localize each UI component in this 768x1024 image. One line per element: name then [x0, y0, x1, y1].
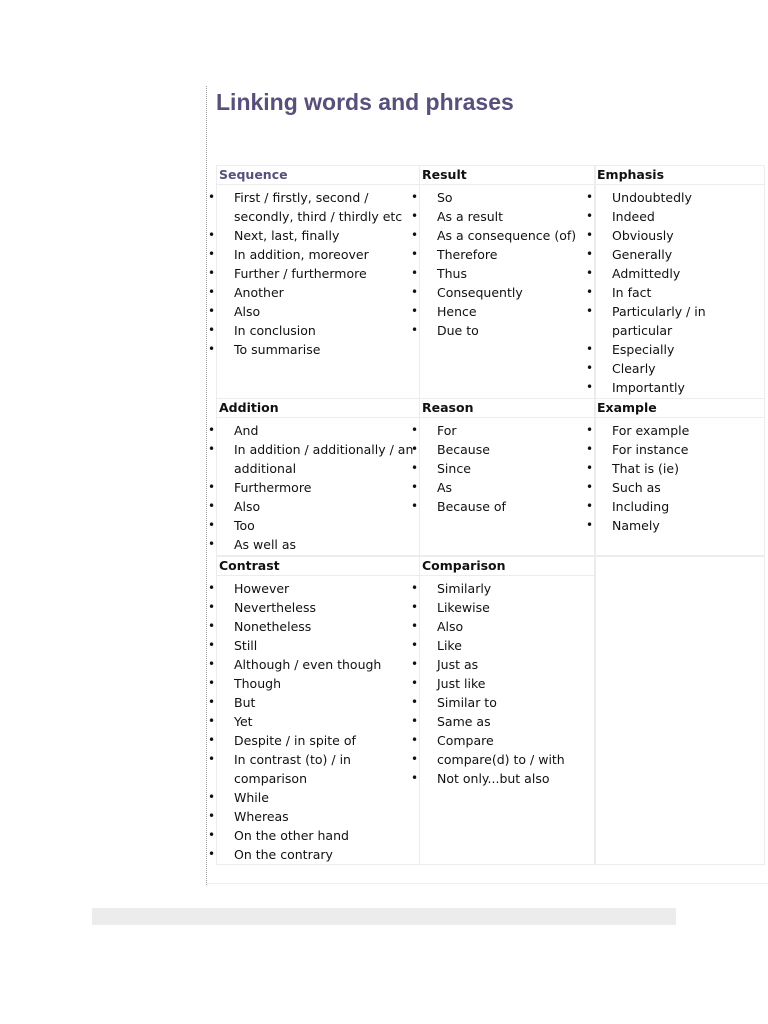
heading-divider — [594, 184, 765, 185]
section-contrast — [216, 556, 420, 865]
phrase-item: • While — [208, 788, 381, 807]
phrase-item: • Despite / in spite of — [208, 731, 381, 750]
phrase-item: • Like — [411, 636, 565, 655]
section-addition — [216, 398, 420, 556]
phrase-item: • Compare — [411, 731, 565, 750]
phrase-item: • As — [411, 478, 506, 497]
phrase-item: • Hence — [411, 302, 576, 321]
section-heading: Result — [422, 167, 467, 182]
phrase-item: • For — [411, 421, 506, 440]
phrase-item: • Same as — [411, 712, 565, 731]
phrase-item: • Similarly — [411, 579, 565, 598]
phrase-item: • As a result — [411, 207, 576, 226]
phrase-item: • In addition / additionally / an — [208, 440, 413, 459]
phrase-item: • And — [208, 421, 413, 440]
phrase-item: • Although / even though — [208, 655, 381, 674]
section-comparison — [419, 556, 596, 865]
footer-bar — [92, 908, 676, 925]
phrase-item: • Because — [411, 440, 506, 459]
phrase-item: • Importantly — [586, 378, 706, 397]
phrase-list — [411, 188, 576, 340]
phrase-item: • Whereas — [208, 807, 381, 826]
phrase-item: • Just like — [411, 674, 565, 693]
phrase-item: • For instance — [586, 440, 689, 459]
phrase-item: secondly, third / thirdly etc — [234, 209, 403, 224]
phrase-item: • Undoubtedly — [586, 188, 706, 207]
section-result — [419, 165, 596, 399]
section-heading: Sequence — [219, 167, 288, 182]
phrase-item: • Consequently — [411, 283, 576, 302]
phrase-list — [586, 188, 706, 397]
section-reason — [419, 398, 596, 556]
phrase-item: • Since — [411, 459, 506, 478]
section-heading: Reason — [422, 400, 474, 415]
phrase-item: particular — [612, 323, 673, 338]
heading-divider — [216, 575, 420, 576]
phrase-item: • Thus — [411, 264, 576, 283]
phrase-item: • Just as — [411, 655, 565, 674]
section-heading: Emphasis — [597, 167, 665, 182]
phrase-item: • Particularly / in — [586, 302, 706, 321]
phrase-item: • On the contrary — [208, 845, 381, 864]
section-heading: Comparison — [422, 558, 506, 573]
phrase-item: • In conclusion — [208, 321, 402, 340]
phrase-item: • Still — [208, 636, 381, 655]
phrase-item: • First / firstly, second / — [208, 188, 402, 207]
phrase-item: • Not only...but also — [411, 769, 565, 788]
phrase-item: • Admittedly — [586, 264, 706, 283]
phrase-item: • Further / furthermore — [208, 264, 402, 283]
phrase-item: • As a consequence (of) — [411, 226, 576, 245]
phrase-item: • For example — [586, 421, 689, 440]
phrase-list — [586, 421, 689, 535]
phrase-item: • Due to — [411, 321, 576, 340]
phrase-item: • In contrast (to) / in — [208, 750, 381, 769]
empty-cell — [594, 556, 765, 865]
phrase-item: • Another — [208, 283, 402, 302]
phrase-list — [411, 579, 565, 788]
phrase-item: • Obviously — [586, 226, 706, 245]
phrase-item: • Especially — [586, 340, 706, 359]
phrase-item: • Including — [586, 497, 689, 516]
phrase-item: • compare(d) to / with — [411, 750, 565, 769]
phrase-item: • Next, last, finally — [208, 226, 402, 245]
phrase-item: • Also — [411, 617, 565, 636]
heading-divider — [419, 417, 596, 418]
phrase-item: • Though — [208, 674, 381, 693]
section-example — [594, 398, 765, 556]
section-heading: Contrast — [219, 558, 280, 573]
section-heading: Addition — [219, 400, 279, 415]
phrase-item: • But — [208, 693, 381, 712]
heading-divider — [594, 417, 765, 418]
phrase-item: comparison — [234, 771, 307, 786]
phrase-item: • Indeed — [586, 207, 706, 226]
phrase-item: • Furthermore — [208, 478, 413, 497]
section-sequence — [216, 165, 420, 399]
phrase-item: • Nevertheless — [208, 598, 381, 617]
cell-border — [594, 556, 765, 865]
phrase-list — [208, 421, 413, 554]
heading-divider — [419, 184, 596, 185]
phrase-item: • So — [411, 188, 576, 207]
page-bottom-rule — [206, 883, 768, 884]
section-heading: Example — [597, 400, 657, 415]
phrase-item: • Generally — [586, 245, 706, 264]
phrase-item: additional — [234, 461, 297, 476]
phrase-item: • Clearly — [586, 359, 706, 378]
phrase-item: • In addition, moreover — [208, 245, 402, 264]
phrase-item: • Therefore — [411, 245, 576, 264]
phrase-item: • Such as — [586, 478, 689, 497]
phrase-item: • On the other hand — [208, 826, 381, 845]
phrase-list — [208, 188, 402, 359]
section-emphasis — [594, 165, 765, 399]
phrase-item: • Also — [208, 302, 402, 321]
phrase-item: • Likewise — [411, 598, 565, 617]
phrase-item: • Yet — [208, 712, 381, 731]
phrase-item: • Namely — [586, 516, 689, 535]
phrase-list — [411, 421, 506, 516]
phrase-item: • However — [208, 579, 381, 598]
heading-divider — [419, 575, 596, 576]
phrase-item: • That is (ie) — [586, 459, 689, 478]
phrase-item: • Because of — [411, 497, 506, 516]
phrase-item: • To summarise — [208, 340, 402, 359]
page-title: Linking words and phrases — [216, 89, 514, 115]
phrase-list — [208, 579, 381, 864]
phrase-item: • As well as — [208, 535, 413, 554]
page-margin-rule — [206, 86, 207, 885]
phrase-item: • Similar to — [411, 693, 565, 712]
phrase-item: • In fact — [586, 283, 706, 302]
heading-divider — [216, 417, 420, 418]
heading-divider — [216, 184, 420, 185]
phrase-item: • Also — [208, 497, 413, 516]
phrase-item: • Too — [208, 516, 413, 535]
phrase-item: • Nonetheless — [208, 617, 381, 636]
